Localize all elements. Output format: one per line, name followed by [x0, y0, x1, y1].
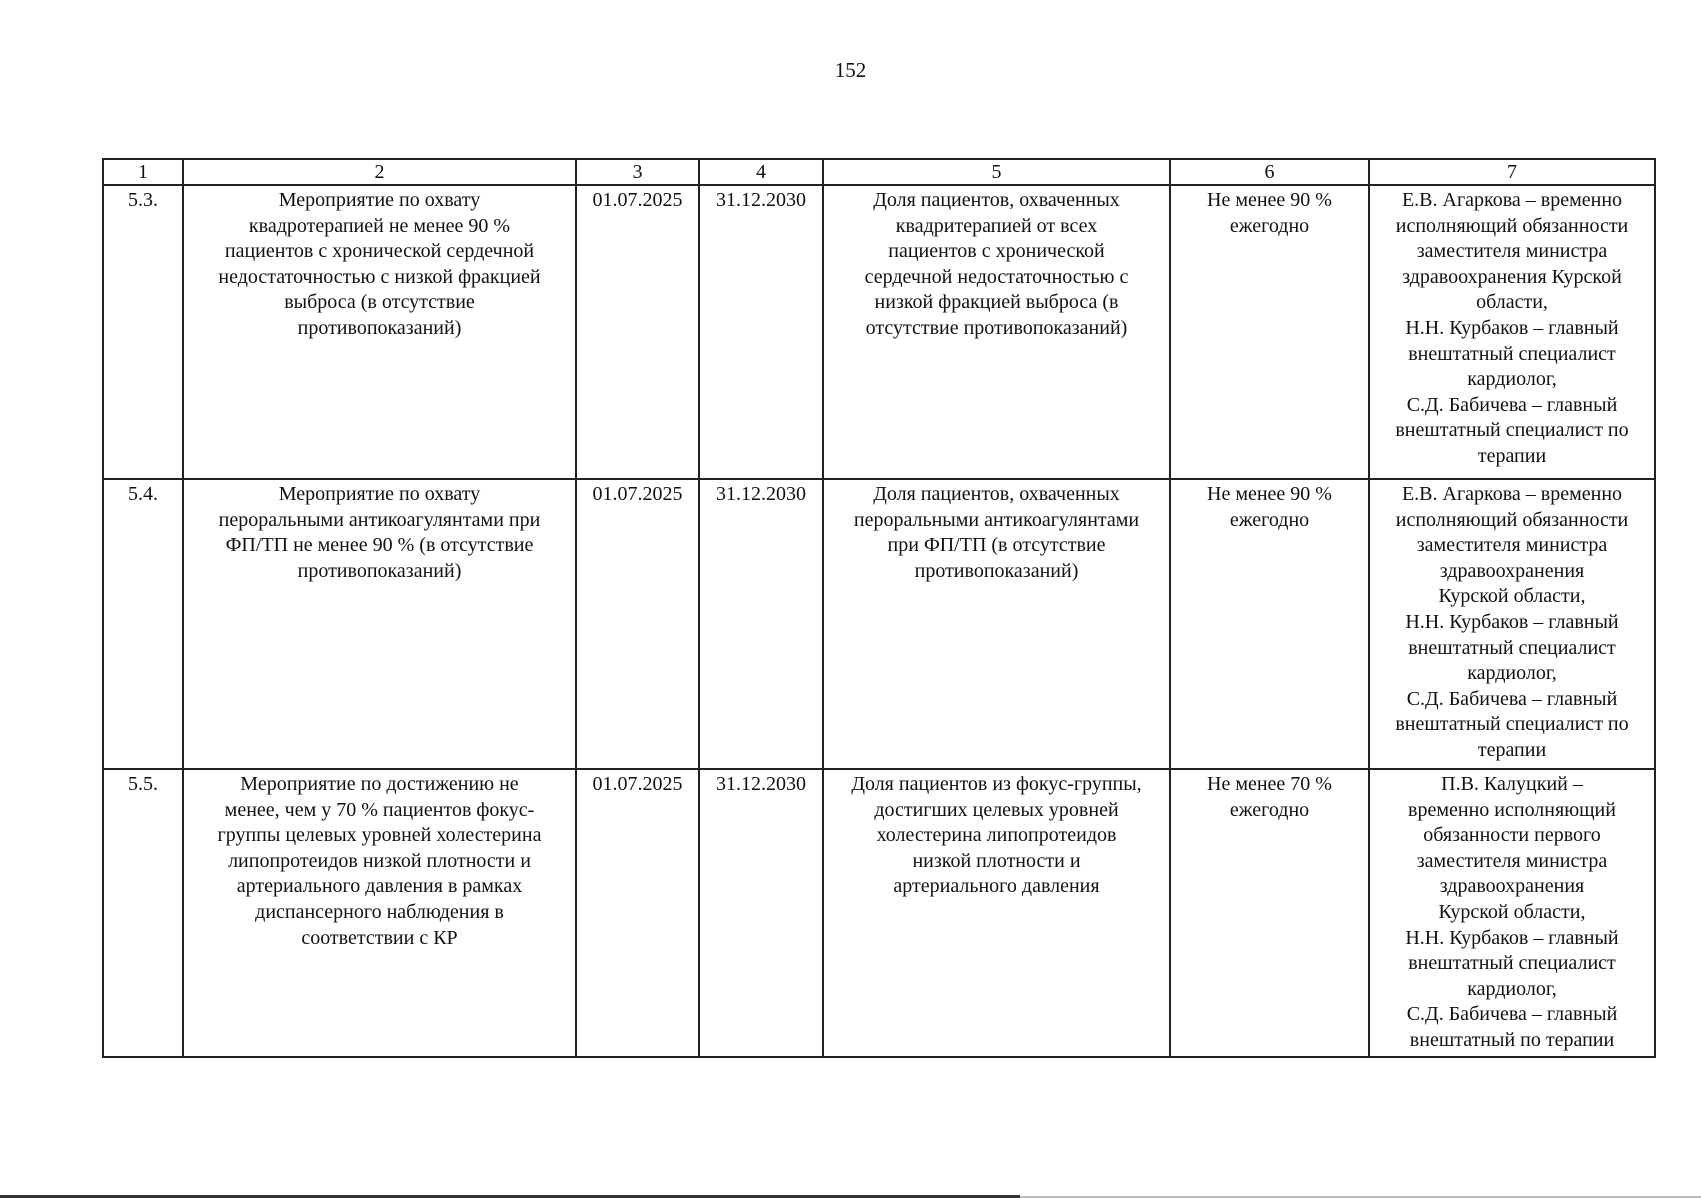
start-date-cell: 01.07.2025 [576, 479, 699, 769]
indicator-line: при ФП/ТП (в отсутствие [887, 534, 1106, 557]
indicator-line: пациентов с хронической [888, 240, 1105, 263]
indicator-cell [823, 479, 1170, 769]
responsible-line: С.Д. Бабичева – главный [1406, 1003, 1618, 1026]
indicator-line: достигших целевых уровней [874, 798, 1119, 821]
indicator-line: Доля пациентов, охваченных [873, 483, 1120, 505]
end-date-cell: 31.12.2030 [699, 769, 823, 1057]
indicator-line: артериального давления [893, 875, 1100, 898]
responsible-line: обязанности первого [1423, 824, 1601, 847]
table-row [103, 185, 1655, 479]
indicator-line: холестерина липопротеидов [876, 824, 1117, 847]
responsible-line: заместителя министра [1416, 849, 1608, 872]
indicator-cell [823, 185, 1170, 479]
event-line: группы целевых уровней холестерина [217, 824, 542, 847]
responsible-line: Н.Н. Курбаков – главный [1405, 610, 1619, 633]
responsible-line: внештатный по терапии [1409, 1028, 1615, 1051]
responsible-line: заместителя министра [1416, 534, 1608, 557]
responsible-line: здравоохранения [1439, 875, 1585, 898]
responsible-line: области, [1476, 291, 1548, 314]
event-line: выброса (в отсутствие [284, 291, 475, 314]
responsible-line: С.Д. Бабичева – главный [1406, 393, 1618, 416]
indicator-cell [823, 769, 1170, 1057]
column-header: 1 [103, 159, 183, 185]
event-cell [183, 479, 576, 769]
responsible-line: внештатный специалист [1408, 952, 1616, 975]
responsible-cell [1369, 769, 1655, 1057]
responsible-line: кардиолог, [1467, 368, 1557, 391]
indicator-line: Доля пациентов из фокус-группы, [851, 773, 1142, 795]
indicator-line: Доля пациентов, охваченных [873, 189, 1120, 211]
scan-bottom-edge [0, 1195, 1020, 1198]
event-line: квадротерапией не менее 90 % [248, 214, 511, 237]
event-line: ФП/ТП не менее 90 % (в отсутствие [225, 534, 534, 557]
row-number-cell: 5.5. [103, 769, 183, 1057]
end-date-cell: 31.12.2030 [699, 479, 823, 769]
indicator-line: пероральными антикоагулянтами [853, 508, 1140, 531]
end-date-cell: 31.12.2030 [699, 185, 823, 479]
responsible-line: здравоохранения Курской [1402, 265, 1622, 288]
target-line: Не менее 90 % [1207, 189, 1332, 211]
indicator-line: сердечной недостаточностью с [864, 265, 1129, 288]
target-line: Не менее 70 % [1207, 773, 1332, 795]
event-line: менее, чем у 70 % пациентов фокус- [224, 798, 535, 821]
row-number-cell: 5.3. [103, 185, 183, 479]
event-line: противопоказаний) [297, 559, 462, 582]
target-cell [1170, 185, 1369, 479]
column-header: 6 [1170, 159, 1369, 185]
event-line: липопротеидов низкой плотности и [228, 849, 531, 872]
responsible-line: терапии [1477, 444, 1547, 467]
column-header: 2 [183, 159, 576, 185]
responsible-line: внештатный специалист по [1395, 713, 1629, 736]
target-cell [1170, 769, 1369, 1057]
responsible-line: кардиолог, [1467, 662, 1557, 685]
indicator-line: низкой плотности и [912, 849, 1081, 872]
column-header: 3 [576, 159, 699, 185]
event-line: Мероприятие по охвату [278, 189, 481, 211]
table-row [103, 769, 1655, 1057]
event-line: диспансерного наблюдения в [255, 900, 504, 923]
responsible-line: исполняющий обязанности [1395, 214, 1629, 237]
responsible-line: Курской области, [1438, 585, 1586, 608]
responsible-line: терапии [1477, 738, 1547, 761]
target-line: ежегодно [1229, 508, 1310, 531]
target-cell [1170, 479, 1369, 769]
responsible-line: здравоохранения [1439, 559, 1585, 582]
responsible-line: П.В. Калуцкий – [1441, 773, 1583, 795]
plan-table [102, 158, 1656, 1058]
responsible-cell [1369, 479, 1655, 769]
event-line: пероральными антикоагулянтами при [218, 508, 541, 531]
column-header: 7 [1369, 159, 1655, 185]
indicator-line: отсутствие противопоказаний) [865, 316, 1128, 339]
target-line: Не менее 90 % [1207, 483, 1332, 505]
responsible-line: временно исполняющий [1408, 798, 1616, 821]
responsible-line: Н.Н. Курбаков – главный [1405, 316, 1619, 339]
column-header: 4 [699, 159, 823, 185]
table-row [103, 479, 1655, 769]
event-line: противопоказаний) [297, 316, 462, 339]
target-line: ежегодно [1229, 798, 1310, 821]
event-cell [183, 185, 576, 479]
indicator-line: квадритерапией от всех [895, 214, 1098, 237]
responsible-line: Е.В. Агаркова – временно [1401, 189, 1623, 211]
responsible-line: исполняющий обязанности [1395, 508, 1629, 531]
responsible-cell [1369, 185, 1655, 479]
scan-bottom-edge-faint [1020, 1196, 1701, 1198]
responsible-line: кардиолог, [1467, 977, 1557, 1000]
responsible-line: заместителя министра [1416, 240, 1608, 263]
start-date-cell: 01.07.2025 [576, 185, 699, 479]
responsible-line: Курской области, [1438, 900, 1586, 923]
event-line: пациентов с хронической сердечной [224, 240, 535, 263]
event-cell [183, 769, 576, 1057]
start-date-cell: 01.07.2025 [576, 769, 699, 1057]
event-line: недостаточностью с низкой фракцией [218, 265, 541, 288]
row-number-cell: 5.4. [103, 479, 183, 769]
target-line: ежегодно [1229, 214, 1310, 237]
responsible-line: внештатный специалист по [1395, 419, 1629, 442]
event-line: соответствии с КР [301, 926, 458, 949]
indicator-line: противопоказаний) [914, 559, 1079, 582]
column-header: 5 [823, 159, 1170, 185]
page-number: 152 [834, 58, 867, 82]
responsible-line: Н.Н. Курбаков – главный [1405, 926, 1619, 949]
indicator-line: низкой фракцией выброса (в [874, 291, 1119, 314]
responsible-line: С.Д. Бабичева – главный [1406, 687, 1618, 710]
responsible-line: внештатный специалист [1408, 636, 1616, 659]
event-line: Мероприятие по достижению не [240, 773, 519, 795]
event-line: Мероприятие по охвату [278, 483, 481, 505]
event-line: артериального давления в рамках [236, 875, 523, 898]
header-row [103, 159, 1655, 185]
responsible-line: внештатный специалист [1408, 342, 1616, 365]
responsible-line: Е.В. Агаркова – временно [1401, 483, 1623, 505]
